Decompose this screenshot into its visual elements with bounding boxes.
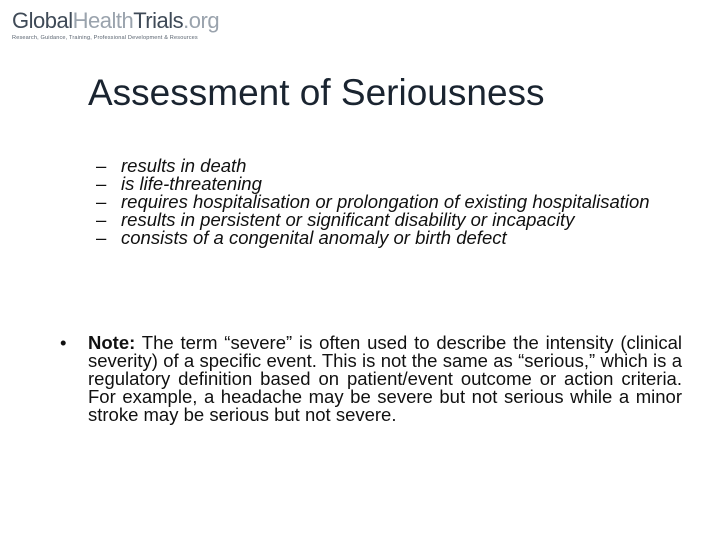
slide-title: Assessment of Seriousness [88,72,545,113]
bullet-marker: • [60,332,67,353]
criteria-item: – consists of a congenital anomaly or birth defect [96,227,507,248]
logo-wordmark: GlobalHealthTrials.org [12,8,220,33]
note-text: The term “severe” is often used to describe the intensity (clinical severity) of a specific event. This is not the same as “serious,” which is a regulatory definition based on patient/event outcome or action criteria. For example, a headache may be severe but not serious while a minor stroke may be serious but not severe. [88,332,682,425]
note-bullet [60,334,682,424]
seriousness-criteria-list [96,157,656,247]
dash-marker: – [96,155,107,176]
criteria-item: – is life-threatening [96,173,262,194]
logo-tagline: Research, Guidance, Training, Professional Development & Resources [12,35,198,41]
criteria-item: – results in persistent or significant disability or incapacity [96,209,575,230]
logo [12,8,219,41]
criteria-item: – results in death [96,155,247,176]
note-paragraph [88,334,682,424]
note-label: Note: [88,332,136,353]
dash-marker: – [96,227,107,248]
dash-marker: – [96,209,107,230]
dash-marker: – [96,191,107,212]
criteria-item: – requires hospitalisation or prolongation of existing hospitalisation [96,191,650,212]
dash-marker: – [96,173,107,194]
